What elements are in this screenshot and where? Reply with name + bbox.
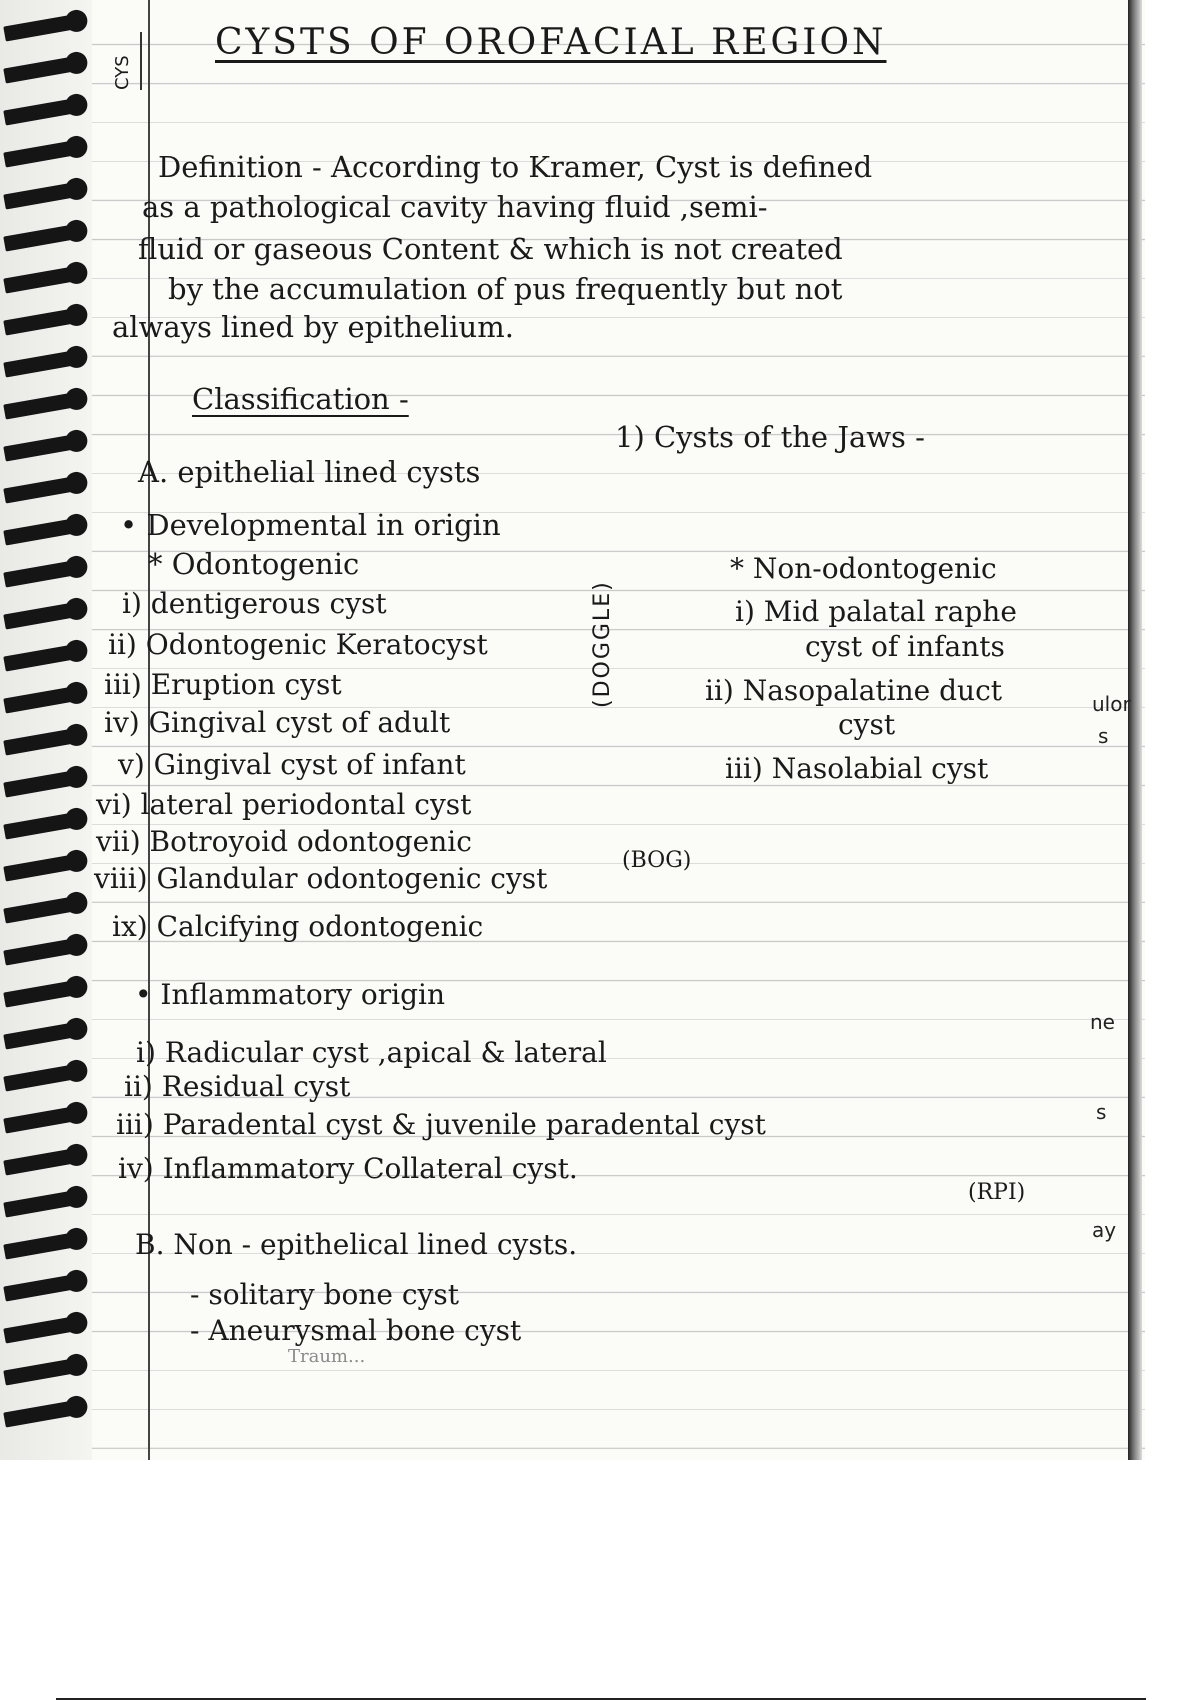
margin-tag: CYS (112, 55, 133, 90)
non-odontogenic-item: iii) Nasolabial cyst (725, 752, 989, 785)
faint-note: Traum... (288, 1346, 366, 1367)
odontogenic-item: i) dentigerous cyst (122, 587, 387, 620)
jaws-heading: 1) Cysts of the Jaws - (615, 420, 925, 454)
classification-heading: Classification - (192, 382, 409, 416)
odontogenic-item: iii) Eruption cyst (104, 668, 342, 701)
doggle-mnemonic: (DOGGLE) (590, 580, 615, 708)
definition-line-2: as a pathological cavity having fluid ,semi- (142, 190, 768, 224)
odontogenic-item: v) Gingival cyst of infant (118, 748, 466, 781)
non-odontogenic-heading: * Non-odontogenic (730, 552, 997, 585)
non-odontogenic-item: ii) Nasopalatine duct (705, 674, 1003, 707)
odontogenic-item: vi) lateral periodontal cyst (96, 788, 472, 821)
definition-line-5: always lined by epithelium. (112, 310, 514, 344)
page-title: CYSTS OF OROFACIAL REGION (215, 22, 887, 63)
spiral-binding (0, 0, 92, 1460)
non-odontogenic-item: cyst of infants (805, 630, 1005, 663)
section-b-item: - solitary bone cyst (190, 1278, 459, 1311)
edge-fragment: ay (1092, 1218, 1117, 1242)
edge-fragment: s (1098, 724, 1109, 748)
page-right-edge (1128, 0, 1142, 1460)
section-b-item: - Aneurysmal bone cyst (190, 1314, 522, 1347)
developmental-heading: • Developmental in origin (120, 508, 501, 542)
section-b-heading: B. Non - epithelical lined cysts. (135, 1228, 578, 1261)
section-a-heading: A. epithelial lined cysts (138, 455, 481, 489)
rpi-mnemonic: (RPI) (968, 1180, 1026, 1205)
odontogenic-item: ii) Odontogenic Keratocyst (108, 628, 488, 661)
non-odontogenic-item: cyst (838, 708, 896, 741)
inflammatory-item: iii) Paradental cyst & juvenile paradental cyst (116, 1108, 766, 1141)
odontogenic-item: vii) Botroyoid odontogenic (96, 825, 472, 858)
edge-fragment: ne (1090, 1010, 1115, 1034)
odontogenic-item: viii) Glandular odontogenic cyst (94, 862, 548, 895)
odontogenic-item: ix) Calcifying odontogenic (112, 910, 484, 943)
definition-line-1: Definition - According to Kramer, Cyst is defined (158, 150, 873, 184)
edge-fragment: s (1096, 1100, 1107, 1124)
non-odontogenic-item: i) Mid palatal raphe (735, 595, 1017, 628)
inflammatory-item: ii) Residual cyst (124, 1070, 351, 1103)
bog-mnemonic: (BOG) (622, 848, 692, 873)
odontogenic-item: iv) Gingival cyst of adult (104, 706, 451, 739)
inflammatory-item: i) Radicular cyst ,apical & lateral (136, 1036, 607, 1069)
odontogenic-heading: * Odontogenic (148, 547, 360, 581)
margin-tag-bar (140, 32, 142, 90)
definition-line-3: fluid or gaseous Content & which is not created (138, 232, 843, 266)
definition-line-4: by the accumulation of pus frequently but not (168, 272, 843, 306)
inflammatory-item: iv) Inflammatory Collateral cyst. (118, 1152, 578, 1185)
edge-fragment: ulor (1092, 692, 1131, 716)
inflammatory-heading: • Inflammatory origin (135, 978, 445, 1011)
